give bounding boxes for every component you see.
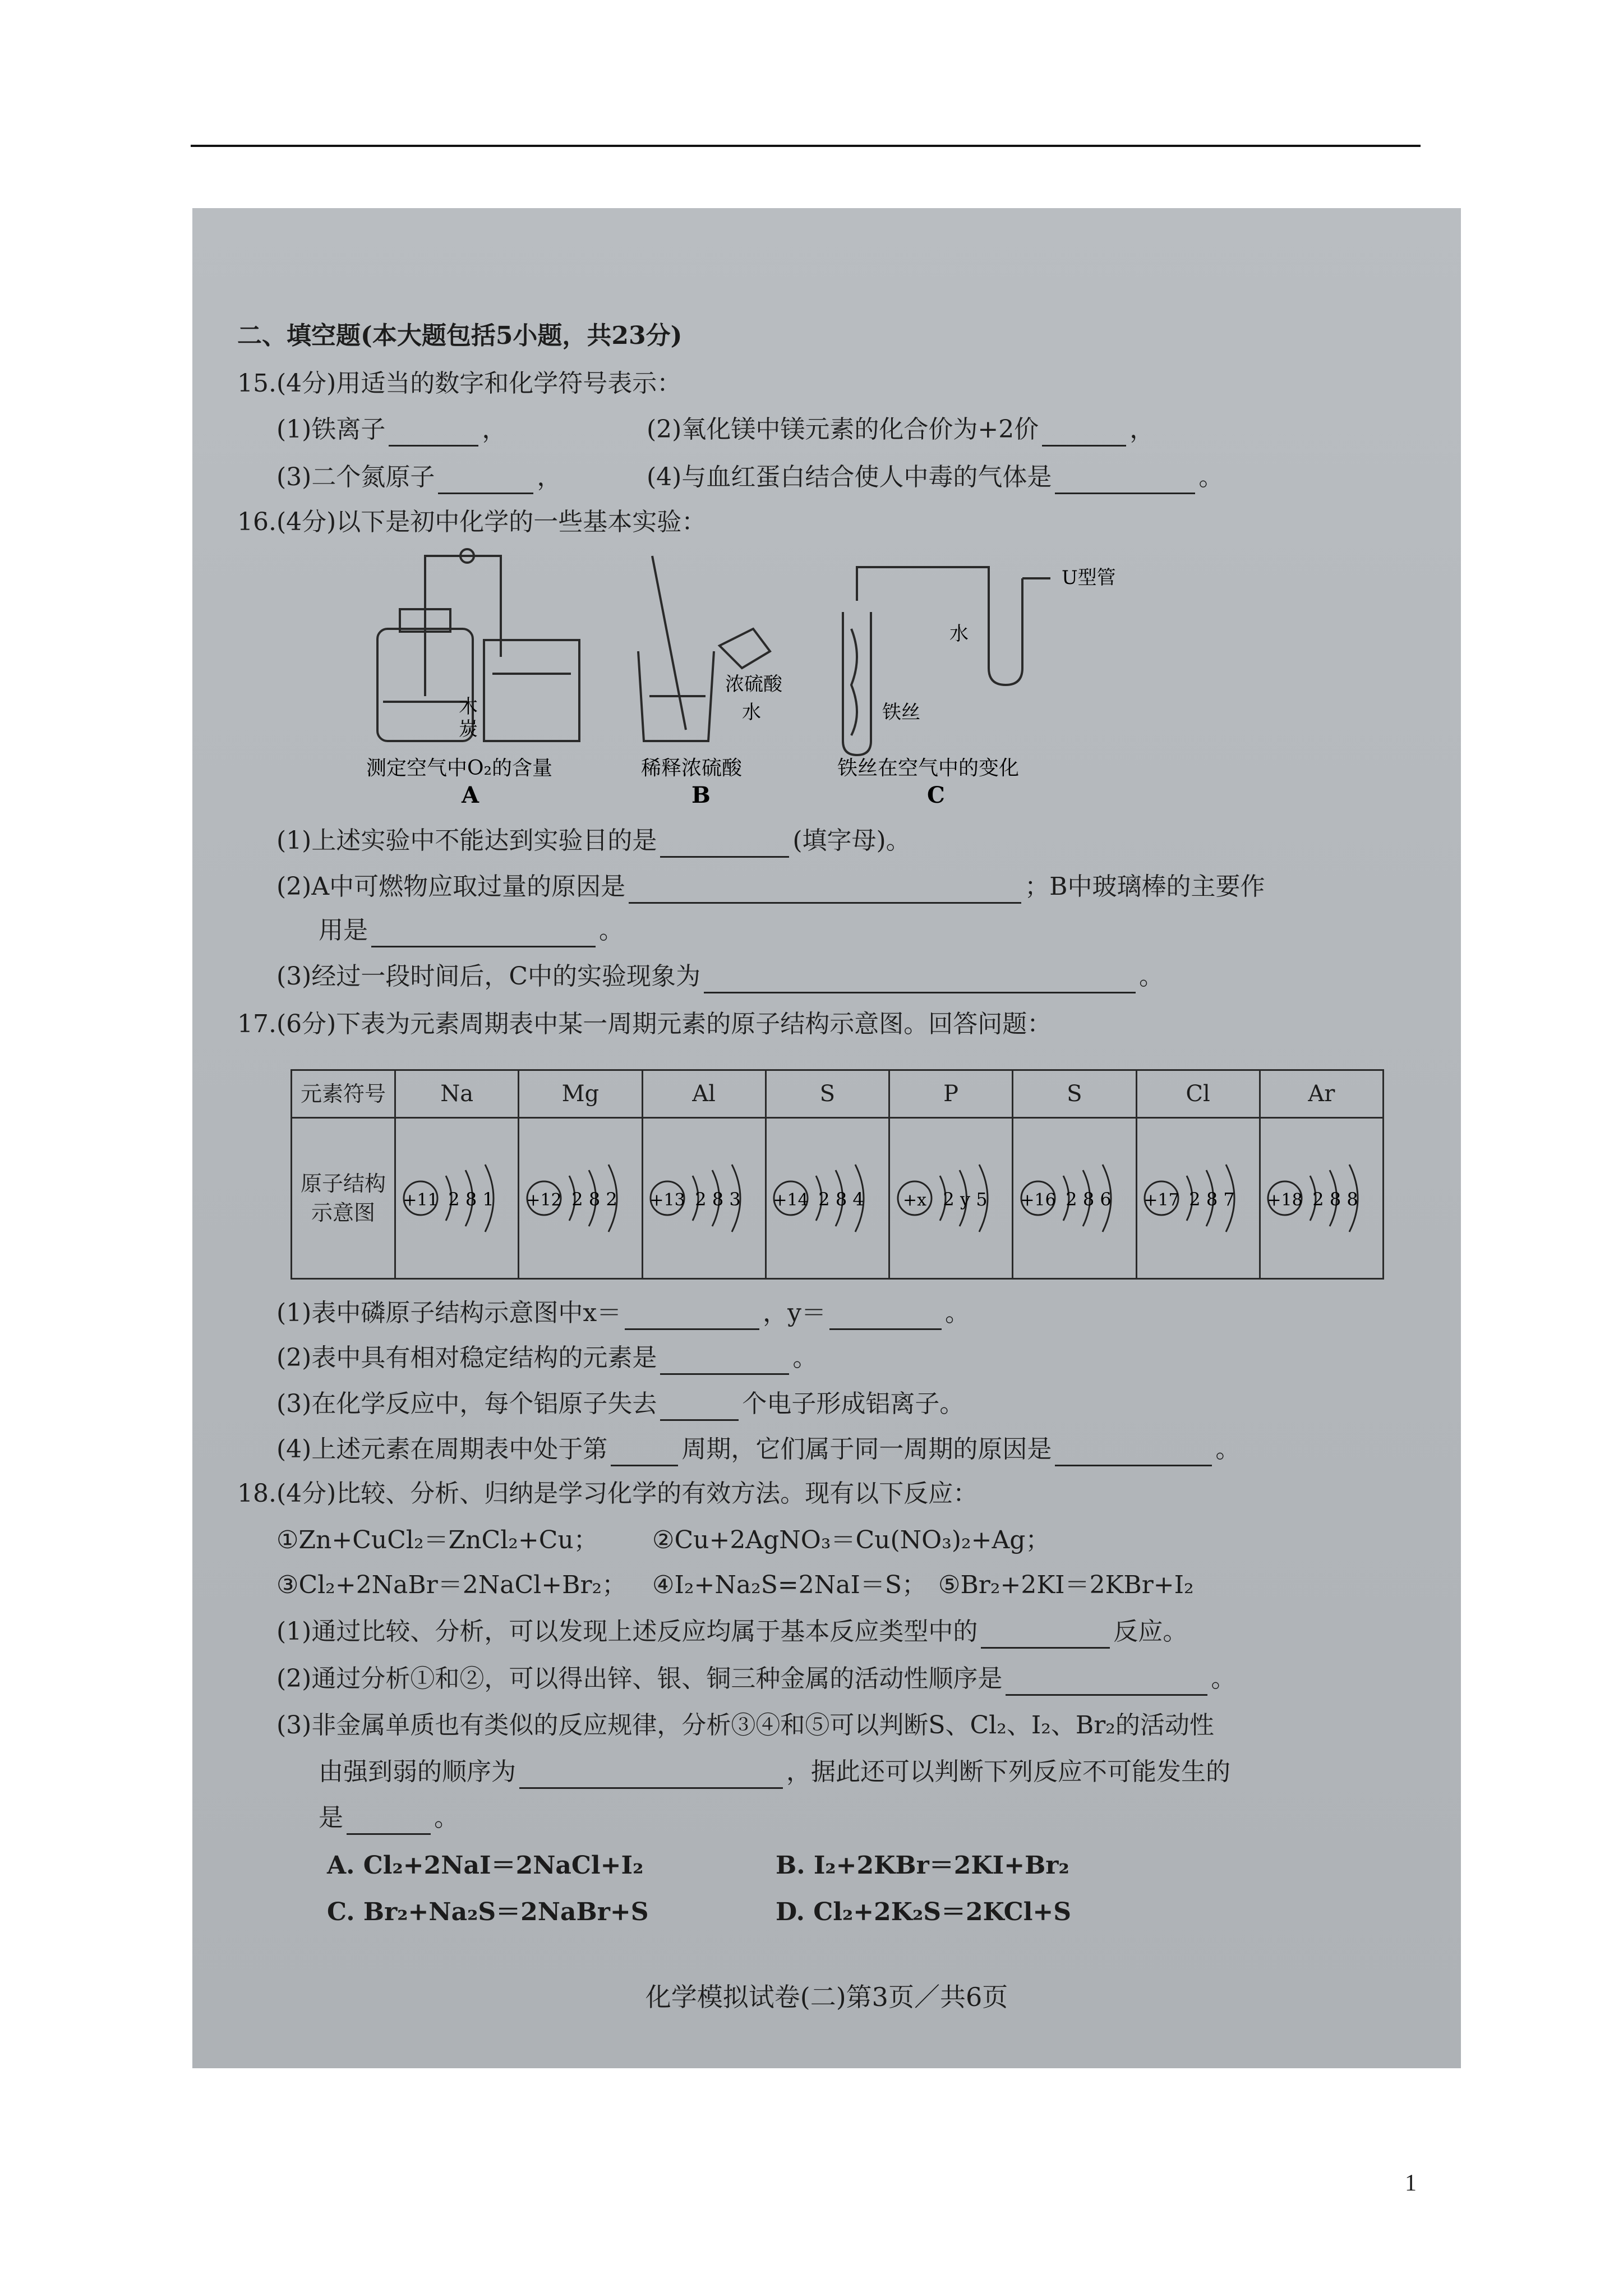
answer-blank[interactable] bbox=[519, 1761, 783, 1789]
reaction-3: ③Cl₂+2NaBr＝2NaCl+Br₂； bbox=[276, 1571, 627, 1599]
q18-part3-end bbox=[319, 1801, 459, 1835]
exam-photo bbox=[192, 208, 1461, 2068]
punct: 。 bbox=[1198, 463, 1224, 491]
q16-p2-cont-text: 用是 bbox=[319, 916, 368, 945]
atom-cell bbox=[1136, 1118, 1260, 1279]
option-b: B. I₂+2KBr＝2KI+Br₂ bbox=[776, 1851, 1069, 1880]
atom-cell bbox=[1260, 1118, 1383, 1279]
answer-blank[interactable] bbox=[1006, 1668, 1207, 1696]
q17-stem: 17.(6分)下表为元素周期表中某一周期元素的原子结构示意图。回答问题： bbox=[237, 1010, 1052, 1038]
fig-a-letter: A bbox=[462, 782, 479, 808]
nucleus-label: +16 bbox=[1020, 1190, 1056, 1210]
header-rule bbox=[191, 145, 1421, 147]
shell-label: 2 8 4 bbox=[818, 1189, 865, 1210]
symbol-cell: P bbox=[889, 1070, 1013, 1118]
q18-part3-cont bbox=[319, 1755, 1230, 1789]
q17-p4-mid: 周期，它们属于同一周期的原因是 bbox=[681, 1435, 1052, 1464]
apparatus-a bbox=[377, 549, 579, 741]
nucleus-label: +18 bbox=[1267, 1190, 1303, 1210]
fig-b-label1: 浓硫酸 bbox=[725, 673, 782, 696]
atom-cell bbox=[519, 1118, 642, 1279]
fig-c-caption: 铁丝在空气中的变化 bbox=[837, 757, 1020, 780]
answer-blank[interactable] bbox=[1042, 419, 1126, 447]
fig-a-label2: 炭 bbox=[459, 718, 478, 740]
q17-part3 bbox=[276, 1387, 964, 1421]
symbol-cell: Na bbox=[395, 1070, 519, 1118]
fig-c-label3: 铁丝 bbox=[882, 701, 920, 724]
q15-part1 bbox=[276, 413, 506, 447]
fig-c-label2: 水 bbox=[949, 623, 969, 645]
shell-label: 2 8 6 bbox=[1066, 1189, 1112, 1210]
q18-part3: (3)非金属单质也有类似的反应规律，分析③④和⑤可以判断S、Cl₂、I₂、Br₂的活动性 bbox=[276, 1711, 1214, 1740]
q16-part1 bbox=[276, 824, 911, 858]
q17-p3-suffix: 个电子形成铝离子。 bbox=[742, 1389, 965, 1418]
row-header-structure: 原子结构示意图 bbox=[292, 1118, 395, 1279]
nucleus-label: +12 bbox=[526, 1190, 562, 1210]
q17-part1 bbox=[276, 1296, 970, 1330]
option-a: A. Cl₂+2NaI＝2NaCl+I₂ bbox=[327, 1851, 644, 1880]
q18-part1 bbox=[276, 1615, 1187, 1649]
q15-p3-text: (3)二个氮原子 bbox=[276, 463, 435, 491]
symbol-cell: Mg bbox=[519, 1070, 642, 1118]
punct: ， bbox=[537, 463, 562, 491]
answer-blank[interactable] bbox=[829, 1303, 942, 1330]
fig-a-caption: 测定空气中O₂的含量 bbox=[366, 757, 552, 780]
nucleus-label: +x bbox=[902, 1190, 926, 1210]
answer-blank[interactable] bbox=[660, 1393, 739, 1421]
answer-blank[interactable] bbox=[1055, 467, 1195, 494]
q18-stem: 18.(4分)比较、分析、归纳是学习化学的有效方法。现有以下反应： bbox=[237, 1479, 978, 1508]
answer-blank[interactable] bbox=[438, 467, 533, 494]
nucleus-label: +17 bbox=[1144, 1190, 1179, 1210]
punct: 。 bbox=[1215, 1435, 1241, 1464]
atom-cell bbox=[642, 1118, 766, 1279]
q17-p4-text: (4)上述元素在周期表中处于第 bbox=[276, 1435, 608, 1464]
answer-blank[interactable] bbox=[704, 966, 1136, 993]
q16-p3-text: (3)经过一段时间后，C中的实验现象为 bbox=[276, 962, 700, 991]
fig-b-letter: B bbox=[691, 782, 711, 808]
punct: ， bbox=[1129, 415, 1155, 444]
q18-p3-mid: ，据此还可以判断下列反应不可能发生的 bbox=[786, 1757, 1230, 1786]
symbol-cell: Ar bbox=[1260, 1070, 1383, 1118]
shell-label: 2 8 2 bbox=[571, 1189, 617, 1210]
page-number: 1 bbox=[1405, 2170, 1417, 2196]
q15-part3 bbox=[276, 461, 561, 494]
section-title: 二、填空题(本大题包括5小题，共23分) bbox=[237, 321, 683, 350]
q16-p1-suffix: (填字母)。 bbox=[792, 826, 911, 855]
q16-p1-text: (1)上述实验中不能达到实验目的是 bbox=[276, 826, 657, 855]
punct: 。 bbox=[792, 1343, 818, 1372]
option-d: D. Cl₂+2K₂S＝2KCl+S bbox=[776, 1898, 1072, 1926]
q18-p3-text: 由强到弱的顺序为 bbox=[319, 1757, 516, 1786]
fig-b-caption: 稀释浓硫酸 bbox=[641, 757, 743, 780]
punct: 。 bbox=[945, 1299, 970, 1327]
experiment-figures bbox=[355, 545, 1308, 808]
answer-blank[interactable] bbox=[625, 1303, 759, 1330]
answer-blank[interactable] bbox=[611, 1439, 678, 1466]
row-header-symbol: 元素符号 bbox=[292, 1070, 395, 1118]
q16-part2-cont bbox=[319, 914, 624, 947]
atom-cell bbox=[889, 1118, 1013, 1279]
answer-blank[interactable] bbox=[347, 1807, 431, 1835]
symbol-cell: Cl bbox=[1136, 1070, 1260, 1118]
punct: 。 bbox=[434, 1803, 459, 1832]
answer-blank[interactable] bbox=[660, 830, 789, 858]
q16-stem: 16.(4分)以下是初中化学的一些基本实验： bbox=[237, 508, 707, 536]
reaction-1: ①Zn+CuCl₂＝ZnCl₂+Cu； bbox=[276, 1526, 598, 1554]
apparatus-c bbox=[843, 567, 1050, 755]
option-c: C. Br₂+Na₂S＝2NaBr+S bbox=[327, 1898, 649, 1926]
q16-part2 bbox=[276, 870, 1265, 904]
shell-label: 2 8 7 bbox=[1189, 1189, 1235, 1210]
answer-blank[interactable] bbox=[1055, 1439, 1212, 1466]
answer-blank[interactable] bbox=[981, 1621, 1110, 1649]
answer-blank[interactable] bbox=[389, 419, 478, 447]
q17-p2-text: (2)表中具有相对稳定结构的元素是 bbox=[276, 1343, 657, 1372]
q17-part2 bbox=[276, 1341, 817, 1375]
answer-blank[interactable] bbox=[660, 1347, 789, 1375]
q18-p3-end-text: 是 bbox=[319, 1803, 343, 1832]
shell-label: 2 8 3 bbox=[695, 1189, 741, 1210]
answer-blank[interactable] bbox=[371, 920, 596, 947]
nucleus-label: +11 bbox=[402, 1190, 439, 1210]
q15-p1-text: (1)铁离子 bbox=[276, 415, 386, 444]
shell-label: 2 8 1 bbox=[448, 1189, 494, 1210]
punct: 。 bbox=[1139, 962, 1164, 991]
punct: ， bbox=[482, 415, 507, 444]
fig-c-label1: U型管 bbox=[1062, 567, 1116, 589]
answer-blank[interactable] bbox=[629, 876, 1021, 904]
q18-p1-text: (1)通过比较、分析，可以发现上述反应均属于基本反应类型中的 bbox=[276, 1617, 978, 1646]
q18-p2-text: (2)通过分析①和②，可以得出锌、银、铜三种金属的活动性顺序是 bbox=[276, 1664, 1003, 1693]
periodic-table-row bbox=[291, 1069, 1384, 1280]
q15-p4-text: (4)与血红蛋白结合使人中毒的气体是 bbox=[647, 463, 1052, 491]
atom-cell bbox=[1013, 1118, 1136, 1279]
reaction-4: ④I₂+Na₂S=2NaI＝S； bbox=[652, 1571, 926, 1599]
reaction-5: ⑤Br₂+2KI＝2KBr+I₂ bbox=[938, 1571, 1194, 1599]
q16-part3 bbox=[276, 960, 1164, 993]
symbol-cell: S bbox=[1013, 1070, 1136, 1118]
nucleus-label: +13 bbox=[649, 1190, 685, 1210]
punct: 。 bbox=[599, 916, 624, 945]
fig-a-label1: 木 bbox=[459, 696, 478, 718]
photo-footer: 化学模拟试卷(二)第3页／共6页 bbox=[645, 1982, 1008, 2012]
q15-part4 bbox=[647, 461, 1223, 494]
q18-part2 bbox=[276, 1662, 1235, 1696]
table-row-symbols bbox=[292, 1070, 1384, 1118]
symbol-cell: Al bbox=[642, 1070, 766, 1118]
q17-part4 bbox=[276, 1433, 1240, 1466]
table-row-structures bbox=[292, 1118, 1384, 1279]
q16-p2-suffix: ；B中玻璃棒的主要作 bbox=[1025, 872, 1265, 901]
shell-label: 2 y 5 bbox=[943, 1189, 988, 1210]
q16-p2-text: (2)A中可燃物应取过量的原因是 bbox=[276, 872, 626, 901]
atom-cell bbox=[395, 1118, 519, 1279]
fig-c-letter: C bbox=[927, 782, 945, 808]
q18-p1-suffix: 反应。 bbox=[1113, 1617, 1188, 1646]
q15-p2-text: (2)氧化镁中镁元素的化合价为+2价 bbox=[647, 415, 1039, 444]
q17-p1-text: (1)表中磷原子结构示意图中x＝ bbox=[276, 1299, 622, 1327]
q15-stem: 15.(4分)用适当的数字和化学符号表示： bbox=[237, 369, 682, 398]
shell-label: 2 8 8 bbox=[1312, 1189, 1359, 1210]
punct: 。 bbox=[1211, 1664, 1236, 1693]
reaction-2: ②Cu+2AgNO₃＝Cu(NO₃)₂+Ag； bbox=[652, 1526, 1050, 1554]
symbol-cell: S bbox=[766, 1070, 889, 1118]
q15-part2 bbox=[647, 413, 1154, 447]
atom-cell bbox=[766, 1118, 889, 1279]
q17-p1-mid: ，y＝ bbox=[763, 1299, 826, 1327]
fig-b-label2: 水 bbox=[742, 701, 761, 724]
nucleus-label: +14 bbox=[773, 1190, 809, 1210]
q17-p3-text: (3)在化学反应中，每个铝原子失去 bbox=[276, 1389, 657, 1418]
